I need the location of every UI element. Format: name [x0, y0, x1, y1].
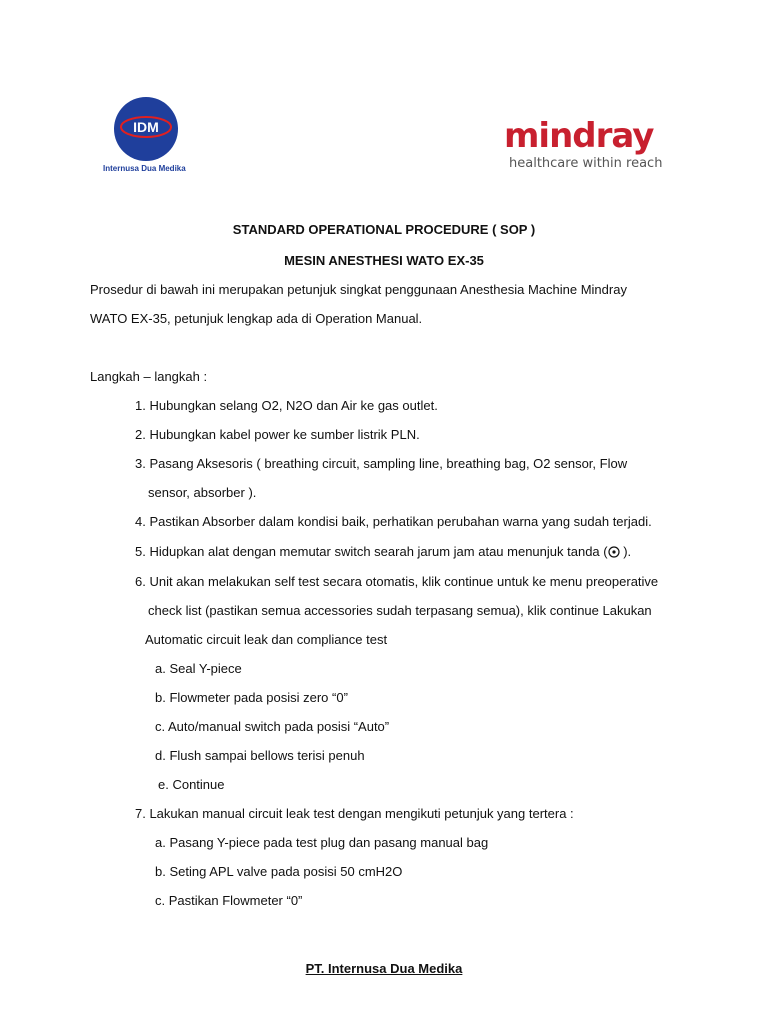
mindray-tagline: healthcare within reach [509, 156, 663, 171]
intro-line-1: Prosedur di bawah ini merupakan petunjuk singkat penggunaan Anesthesia Machine Mindray [90, 282, 627, 297]
step-5-text-end: ). [619, 544, 632, 559]
step-6-sub-a: a. Seal Y-piece [155, 661, 242, 676]
steps-heading: Langkah – langkah : [90, 369, 208, 384]
idm-logo-abbr: IDM [133, 119, 159, 135]
document-title: STANDARD OPERATIONAL PROCEDURE ( SOP ) [232, 222, 536, 237]
step-7-sub-c: c. Pastikan Flowmeter “0” [155, 893, 303, 908]
mindray-logo [504, 118, 664, 178]
step-3-line-1: 3. Pasang Aksesoris ( breathing circuit, sampling line, breathing bag, O2 sensor, Flow [135, 456, 628, 471]
intro-line-2: WATO EX-35, petunjuk lengkap ada di Operation Manual. [90, 311, 423, 326]
step-2: 2. Hubungkan kabel power ke sumber listrik PLN. [135, 427, 420, 442]
step-6-sub-c: c. Auto/manual switch pada posisi “Auto” [155, 719, 390, 734]
idm-logo-caption: Internusa Dua Medika [103, 164, 186, 173]
mindray-wordmark: mindray [504, 116, 654, 156]
step-6-line-2: check list (pastikan semua accessories sudah terpasang semua), klik continue Lakukan [148, 603, 652, 618]
step-5 [135, 544, 631, 559]
document-subtitle: MESIN ANESTHESI WATO EX-35 [284, 253, 484, 268]
step-3-line-2: sensor, absorber ). [148, 485, 257, 500]
idm-logo [103, 96, 186, 178]
step-6-sub-b: b. Flowmeter pada posisi zero “0” [155, 690, 348, 705]
step-6-sub-e: e. Continue [158, 777, 225, 792]
footer-company: PT. Internusa Dua Medika [305, 961, 463, 976]
step-6-line-1: 6. Unit akan melakukan self test secara otomatis, klik continue untuk ke menu preoperative [135, 574, 659, 589]
step-1: 1. Hubungkan selang O2, N2O dan Air ke gas outlet. [135, 398, 438, 413]
step-6-sub-d: d. Flush sampai bellows terisi penuh [155, 748, 365, 763]
power-target-icon [608, 546, 620, 558]
step-5-text: 5. Hidupkan alat dengan memutar switch searah jarum jam atau menunjuk tanda ( [135, 544, 608, 559]
step-4: 4. Pastikan Absorber dalam kondisi baik, perhatikan perubahan warna yang sudah terjadi. [135, 514, 652, 529]
step-7: 7. Lakukan manual circuit leak test dengan mengikuti petunjuk yang tertera : [135, 806, 574, 821]
step-7-sub-a: a. Pasang Y-piece pada test plug dan pasang manual bag [155, 835, 489, 850]
step-6-line-3: Automatic circuit leak dan compliance test [145, 632, 388, 647]
step-7-sub-b: b. Seting APL valve pada posisi 50 cmH2O [155, 864, 403, 879]
